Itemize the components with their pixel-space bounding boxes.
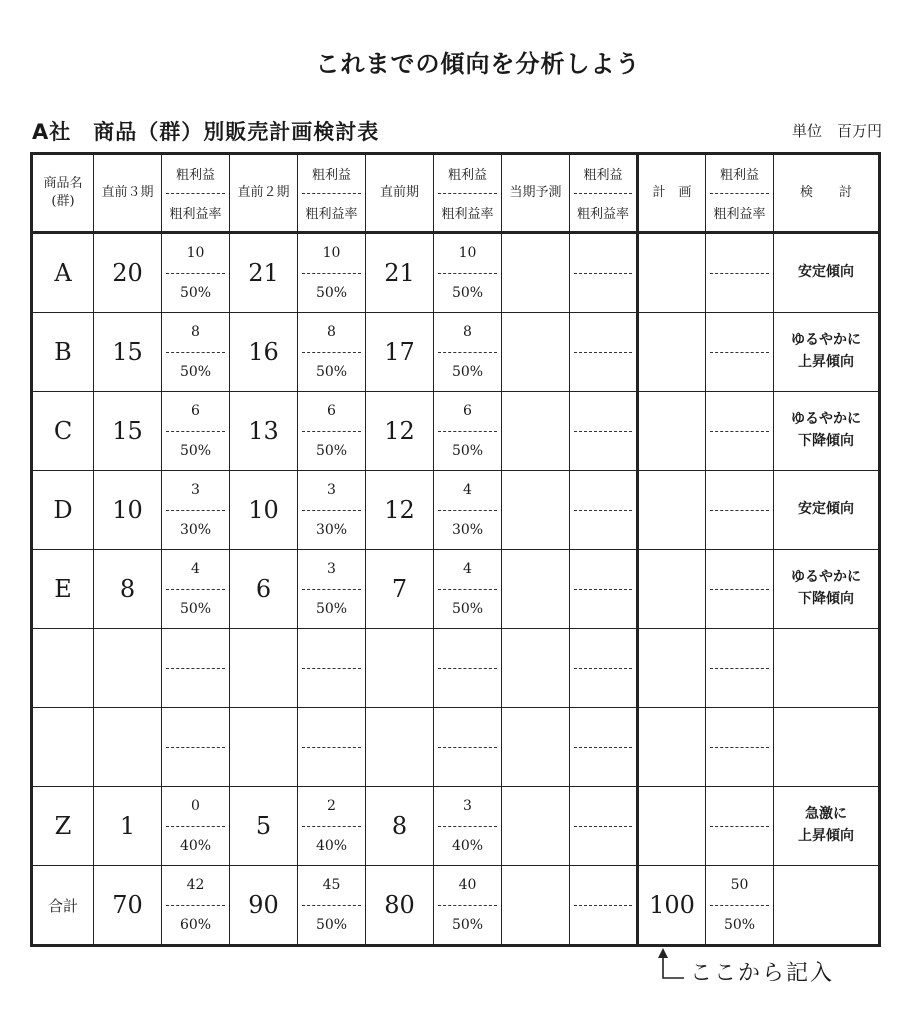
forecast-gross-profit — [570, 708, 638, 787]
prev2-sales — [230, 708, 298, 787]
prev3-sales: 70 — [94, 866, 162, 946]
forecast-sales — [502, 866, 570, 946]
header-plan: 計 画 — [638, 154, 706, 233]
plan-gross-profit — [706, 708, 774, 787]
forecast-gross-profit — [570, 629, 638, 708]
prev1-sales — [366, 629, 434, 708]
plan-sales — [638, 787, 706, 866]
header-row — [32, 154, 880, 233]
prev3-gross-profit: 6 50% — [162, 392, 230, 471]
prev1-gross-profit: 10 50% — [434, 233, 502, 313]
plan-sales — [638, 629, 706, 708]
prev2-gross-profit: 10 50% — [298, 233, 366, 313]
forecast-gross-profit — [570, 233, 638, 313]
prev1-gross-profit: 40 50% — [434, 866, 502, 946]
prev3-sales — [94, 629, 162, 708]
sales-plan-table — [30, 152, 881, 947]
plan-sales — [638, 471, 706, 550]
prev2-gross-profit: 45 50% — [298, 866, 366, 946]
plan-gross-profit: 50 50% — [706, 866, 774, 946]
prev2-sales: 13 — [230, 392, 298, 471]
prev1-gross-profit: 8 50% — [434, 313, 502, 392]
prev1-gross-profit: 4 30% — [434, 471, 502, 550]
unit-label: 単位 百万円 — [791, 122, 882, 140]
header-product: 商品名 (群) — [32, 154, 94, 233]
prev3-gross-profit: 3 30% — [162, 471, 230, 550]
table-row — [32, 233, 880, 313]
header-prev3-gp: 粗利益 粗利益率 — [162, 154, 230, 233]
forecast-gross-profit — [570, 392, 638, 471]
table-row — [32, 866, 880, 946]
prev3-sales: 8 — [94, 550, 162, 629]
prev3-sales: 1 — [94, 787, 162, 866]
prev1-sales: 8 — [366, 787, 434, 866]
prev1-sales: 7 — [366, 550, 434, 629]
forecast-sales — [502, 629, 570, 708]
plan-sales — [638, 313, 706, 392]
prev2-gross-profit: 2 40% — [298, 787, 366, 866]
prev3-gross-profit: 10 50% — [162, 233, 230, 313]
forecast-gross-profit — [570, 787, 638, 866]
prev2-sales: 16 — [230, 313, 298, 392]
prev1-gross-profit — [434, 629, 502, 708]
header-review: 検 討 — [774, 154, 880, 233]
plan-sales: 100 — [638, 866, 706, 946]
review-note — [774, 708, 880, 787]
table-row — [32, 471, 880, 550]
prev2-gross-profit: 3 30% — [298, 471, 366, 550]
prev3-gross-profit: 42 60% — [162, 866, 230, 946]
plan-sales — [638, 708, 706, 787]
prev2-sales — [230, 629, 298, 708]
forecast-sales — [502, 787, 570, 866]
table-row — [32, 392, 880, 471]
prev3-sales: 15 — [94, 313, 162, 392]
plan-gross-profit — [706, 629, 774, 708]
prev3-gross-profit: 4 50% — [162, 550, 230, 629]
forecast-sales — [502, 471, 570, 550]
product-name: E — [32, 550, 94, 629]
header-prev1: 直前期 — [366, 154, 434, 233]
plan-gross-profit — [706, 471, 774, 550]
forecast-sales — [502, 233, 570, 313]
prev2-sales: 6 — [230, 550, 298, 629]
header-prev2: 直前２期 — [230, 154, 298, 233]
product-name — [32, 629, 94, 708]
prev1-sales: 17 — [366, 313, 434, 392]
prev3-gross-profit: 0 40% — [162, 787, 230, 866]
product-name: Z — [32, 787, 94, 866]
plan-sales — [638, 550, 706, 629]
plan-gross-profit — [706, 233, 774, 313]
plan-sales — [638, 392, 706, 471]
prev2-sales: 90 — [230, 866, 298, 946]
header-forecast: 当期予測 — [502, 154, 570, 233]
header-forecast-gp: 粗利益 粗利益率 — [570, 154, 638, 233]
review-note: 急激に 上昇傾向 — [774, 787, 880, 866]
product-name — [32, 708, 94, 787]
header-prev3: 直前３期 — [94, 154, 162, 233]
entry-annotation: ここから記入 — [690, 961, 835, 986]
prev2-gross-profit: 6 50% — [298, 392, 366, 471]
product-name: 合計 — [32, 866, 94, 946]
arrow-up-icon — [658, 948, 684, 984]
prev3-sales: 10 — [94, 471, 162, 550]
table-row — [32, 629, 880, 708]
header-plan-gp: 粗利益 粗利益率 — [706, 154, 774, 233]
review-note — [774, 629, 880, 708]
prev2-sales: 21 — [230, 233, 298, 313]
review-note: ゆるやかに 上昇傾向 — [774, 313, 880, 392]
prev2-gross-profit: 8 50% — [298, 313, 366, 392]
prev2-gross-profit — [298, 629, 366, 708]
forecast-gross-profit — [570, 866, 638, 946]
product-name: D — [32, 471, 94, 550]
prev1-sales: 80 — [366, 866, 434, 946]
prev2-gross-profit: 3 50% — [298, 550, 366, 629]
plan-gross-profit — [706, 313, 774, 392]
prev1-sales: 12 — [366, 392, 434, 471]
review-note: 安定傾向 — [774, 233, 880, 313]
forecast-sales — [502, 313, 570, 392]
prev3-sales: 20 — [94, 233, 162, 313]
table-row — [32, 708, 880, 787]
forecast-gross-profit — [570, 550, 638, 629]
forecast-gross-profit — [570, 471, 638, 550]
forecast-sales — [502, 708, 570, 787]
prev2-sales: 5 — [230, 787, 298, 866]
plan-gross-profit — [706, 787, 774, 866]
forecast-sales — [502, 550, 570, 629]
plan-gross-profit — [706, 550, 774, 629]
product-name: C — [32, 392, 94, 471]
product-name: B — [32, 313, 94, 392]
product-name: A — [32, 233, 94, 313]
review-note: ゆるやかに 下降傾向 — [774, 550, 880, 629]
prev1-sales: 21 — [366, 233, 434, 313]
table-title: A社 商品（群）別販売計画検討表 — [32, 120, 380, 144]
forecast-sales — [502, 392, 570, 471]
header-prev1-gp: 粗利益 粗利益率 — [434, 154, 502, 233]
prev3-sales: 15 — [94, 392, 162, 471]
table-row — [32, 313, 880, 392]
prev3-gross-profit: 8 50% — [162, 313, 230, 392]
prev3-gross-profit — [162, 708, 230, 787]
prev1-gross-profit: 3 40% — [434, 787, 502, 866]
plan-sales — [638, 233, 706, 313]
review-note: 安定傾向 — [774, 471, 880, 550]
prev3-sales — [94, 708, 162, 787]
prev2-sales: 10 — [230, 471, 298, 550]
review-note: ゆるやかに 下降傾向 — [774, 392, 880, 471]
prev1-gross-profit — [434, 708, 502, 787]
prev1-gross-profit: 6 50% — [434, 392, 502, 471]
prev1-sales — [366, 708, 434, 787]
forecast-gross-profit — [570, 313, 638, 392]
page-title: これまでの傾向を分析しよう — [315, 50, 641, 78]
table-row — [32, 787, 880, 866]
review-note — [774, 866, 880, 946]
prev1-sales: 12 — [366, 471, 434, 550]
prev2-gross-profit — [298, 708, 366, 787]
header-prev2-gp: 粗利益 粗利益率 — [298, 154, 366, 233]
prev3-gross-profit — [162, 629, 230, 708]
table-row — [32, 550, 880, 629]
prev1-gross-profit: 4 50% — [434, 550, 502, 629]
plan-gross-profit — [706, 392, 774, 471]
